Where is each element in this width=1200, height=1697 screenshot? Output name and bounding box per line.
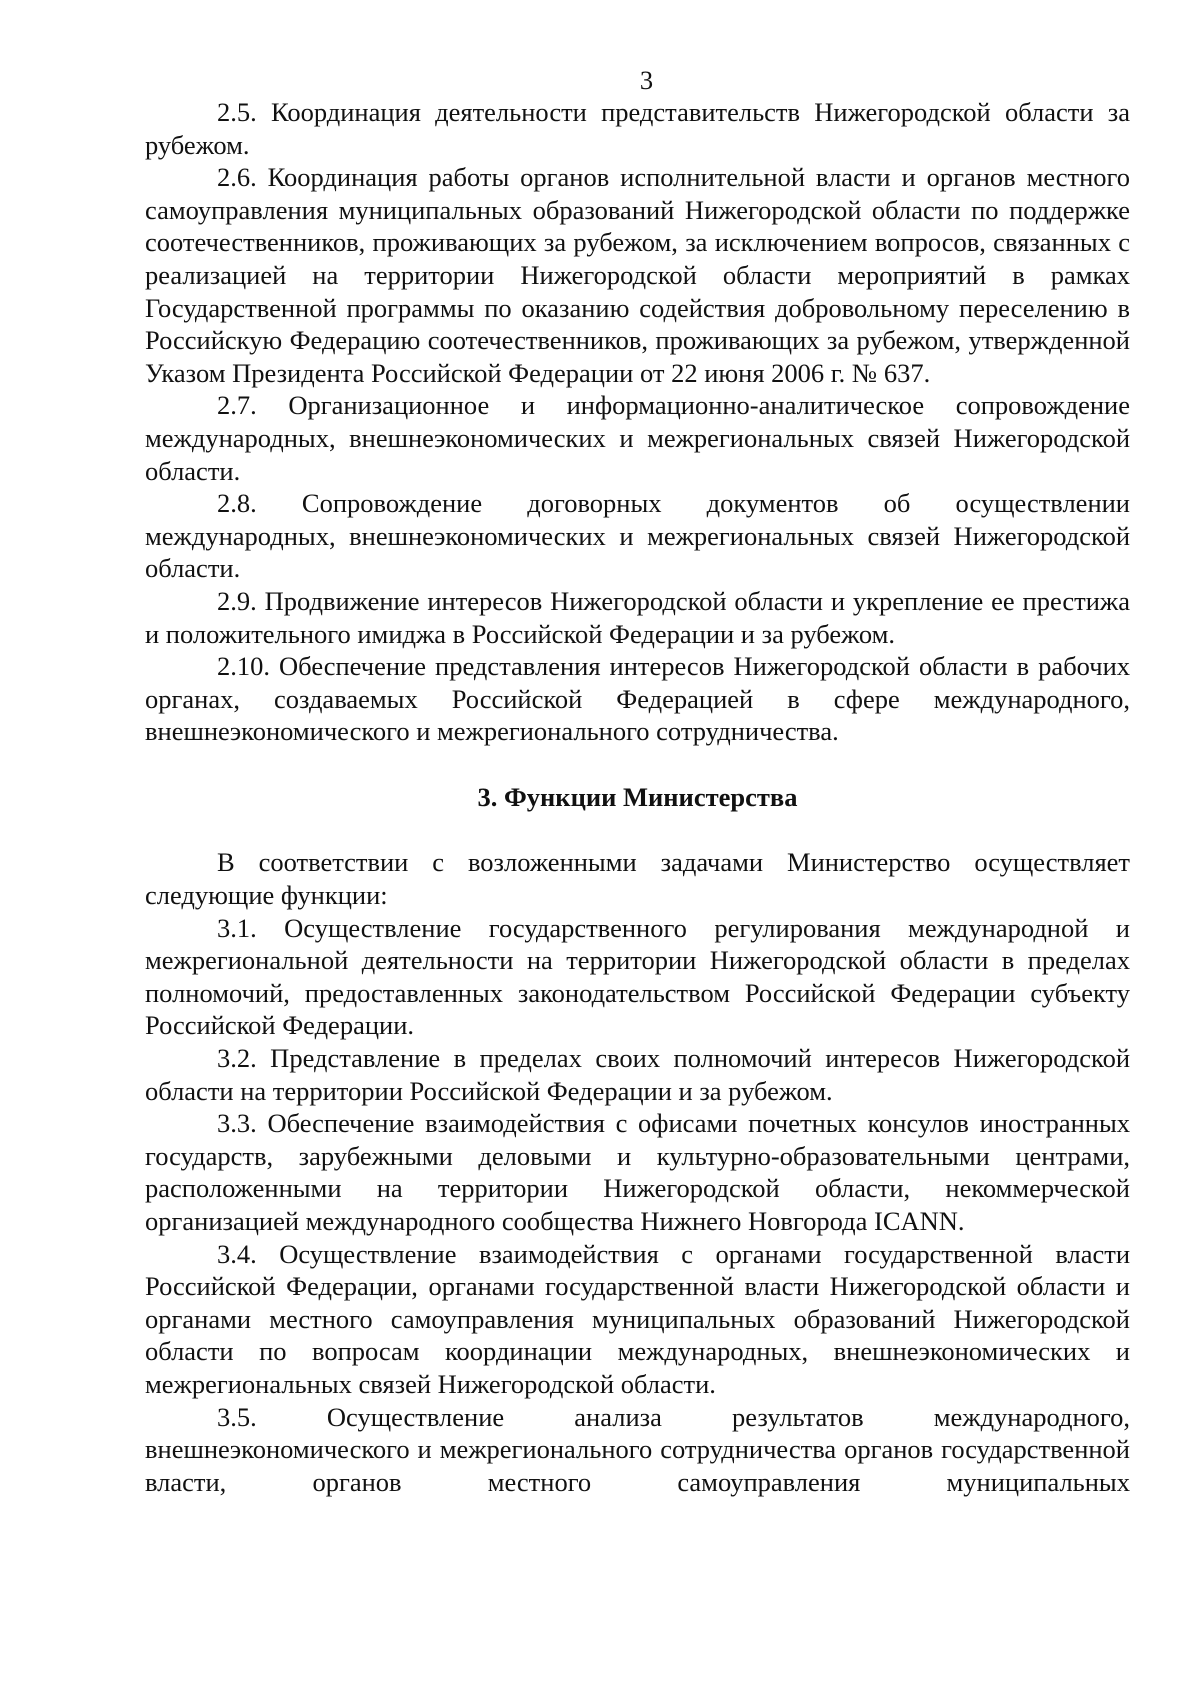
paragraph-3-5: 3.5. Осуществление анализа результатов международного, внешнеэкономического и межрегионального сотрудничества органов государственной власти, органов местного самоуправления муниципальных: [145, 1401, 1130, 1497]
paragraph-2-10: 2.10. Обеспечение представления интересов Нижегородской области в рабочих органах, создаваемых Российской Федерацией в сфере международного, внешнеэкономического и межрегионального сотрудничества.: [145, 651, 1130, 747]
paragraph-2-8: 2.8. Сопровождение договорных документов об осуществлении международных, внешнеэкономических и межрегиональных связей Нижегородской области.: [145, 488, 1130, 584]
paragraph-2-9: 2.9. Продвижение интересов Нижегородской области и укрепление ее престижа и положительного имиджа в Российской Федерации и за рубежом.: [145, 585, 1130, 649]
paragraph-2-7: 2.7. Организационное и информационно-аналитическое сопровождение международных, внешнеэкономических и межрегиональных связей Нижегородской области.: [145, 390, 1130, 486]
paragraph-2-6: 2.6. Координация работы органов исполнительной власти и органов местного самоуправления муниципальных образований Нижегородской области по поддержке соотечественников, проживающих за рубежом, за исключением вопросов, связанных с реализацией на территории Нижегородской области мероприятий в рамках Государственной программы по оказанию содействия добровольному переселению в Российскую Федерацию соотечественников, проживающих за рубежом, утвержденной Указом Президента Российской Федерации от 22 июня 2006 г. № 637.: [145, 162, 1130, 388]
section-heading: 3. Функции Министерства: [477, 781, 798, 812]
page-number: 3: [639, 65, 654, 95]
document-page: [145, 64, 1130, 1498]
paragraph-3-1: 3.1. Осуществление государственного регулирования международной и межрегиональной деятельности на территории Нижегородской области в пределах полномочий, предоставленных законодательством Российской Федерации субъекту Российской Федерации.: [145, 912, 1130, 1041]
paragraph-3-3: 3.3. Обеспечение взаимодействия с офисами почетных консулов иностранных государств, зарубежными деловыми и культурно-образовательными центрами, расположенными на территории Нижегородской области, некоммерческой организацией международного сообщества Нижнего Новгорода ICANN.: [145, 1108, 1130, 1236]
paragraph-2-5: 2.5. Координация деятельности представительств Нижегородской области за рубежом.: [145, 97, 1130, 160]
paragraph-intro: В соответствии с возложенными задачами Министерство осуществляет следующие функции:: [145, 847, 1130, 911]
paragraph-3-2: 3.2. Представление в пределах своих полномочий интересов Нижегородской области на территории Российской Федерации и за рубежом.: [145, 1043, 1130, 1106]
paragraph-3-4: 3.4. Осуществление взаимодействия с органами государственной власти Российской Федерации, органами государственной власти Нижегородской области и органами местного самоуправления муниципальных образований Нижегородской области по вопросам координации международных, внешнеэкономических и межрегиональных связей Нижегородской области.: [145, 1238, 1130, 1399]
